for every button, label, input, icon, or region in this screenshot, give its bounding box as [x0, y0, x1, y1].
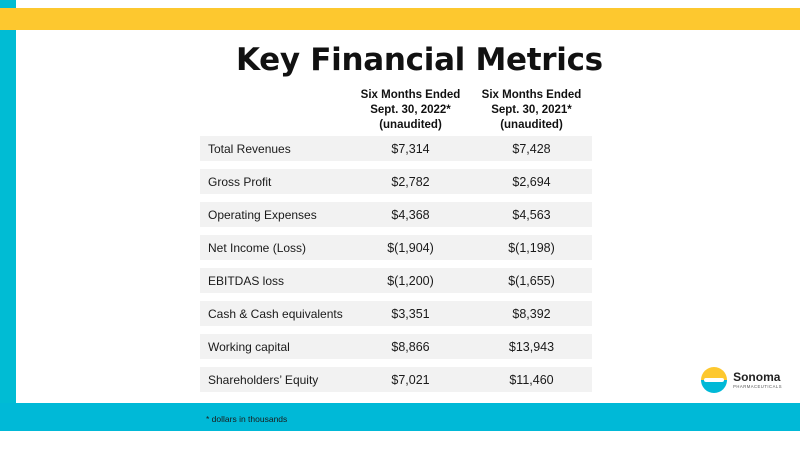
row-label: Total Revenues [208, 141, 291, 156]
row-value-2022: $7,314 [391, 141, 430, 156]
table-row [200, 268, 592, 293]
row-label: Operating Expenses [208, 207, 317, 222]
column-header-2021-line1: Six Months Ended [481, 89, 582, 101]
row-label: EBITDAS loss [208, 273, 285, 288]
column-header-2021-line2: Sept. 30, 2021* [491, 104, 572, 116]
logo-text [733, 371, 782, 389]
row-value-2021: $8,392 [512, 306, 551, 321]
row-value-2021: $11,460 [509, 372, 554, 387]
column-header-2022-line2: Sept. 30, 2022* [370, 104, 451, 116]
row-value-2021: $(1,198) [508, 240, 555, 255]
row-value-2021: $2,694 [512, 174, 551, 189]
financial-metrics-table [200, 78, 592, 400]
table-row [200, 235, 592, 260]
table-row [200, 169, 592, 194]
row-value-2022: $8,866 [391, 339, 430, 354]
row-label: Net Income (Loss) [208, 240, 307, 255]
table-row [200, 301, 592, 326]
bottom-white-bar [0, 431, 800, 449]
row-value-2022: $(1,200) [387, 273, 434, 288]
company-logo [701, 367, 782, 393]
row-value-2021: $4,563 [512, 207, 551, 222]
footnote: * dollars in thousands [206, 414, 288, 424]
column-header-2022-line3: (unaudited) [379, 119, 442, 131]
column-header-2021-line3: (unaudited) [500, 119, 563, 131]
row-value-2022: $2,782 [391, 174, 430, 189]
table-row [200, 202, 592, 227]
table-header-row [200, 78, 592, 136]
row-value-2022: $(1,904) [387, 240, 434, 255]
row-value-2022: $3,351 [391, 306, 430, 321]
row-value-2021: $(1,655) [508, 273, 555, 288]
row-value-2022: $7,021 [391, 372, 430, 387]
row-value-2022: $4,368 [391, 207, 430, 222]
page-title: Key Financial Metrics [236, 42, 603, 78]
table-row [200, 367, 592, 392]
column-header-2021 [471, 88, 592, 136]
row-label: Cash & Cash equivalents [208, 306, 343, 321]
column-header-2022-line1: Six Months Ended [360, 89, 461, 101]
table-row [200, 136, 592, 161]
logo-tagline: PHARMACEUTICALS [733, 383, 782, 389]
logo-name: Sonoma [733, 369, 781, 384]
column-header-2022 [350, 88, 471, 136]
top-accent-bar [0, 8, 800, 30]
row-value-2021: $13,943 [508, 339, 555, 354]
row-value-2021: $7,428 [512, 141, 551, 156]
sonoma-logo-icon [701, 367, 727, 393]
table-row [200, 334, 592, 359]
row-label: Working capital [208, 339, 290, 354]
bottom-accent-bar [0, 403, 800, 431]
row-label: Shareholders’ Equity [208, 372, 319, 387]
row-label: Gross Profit [208, 174, 272, 189]
left-accent-bar [0, 0, 16, 449]
